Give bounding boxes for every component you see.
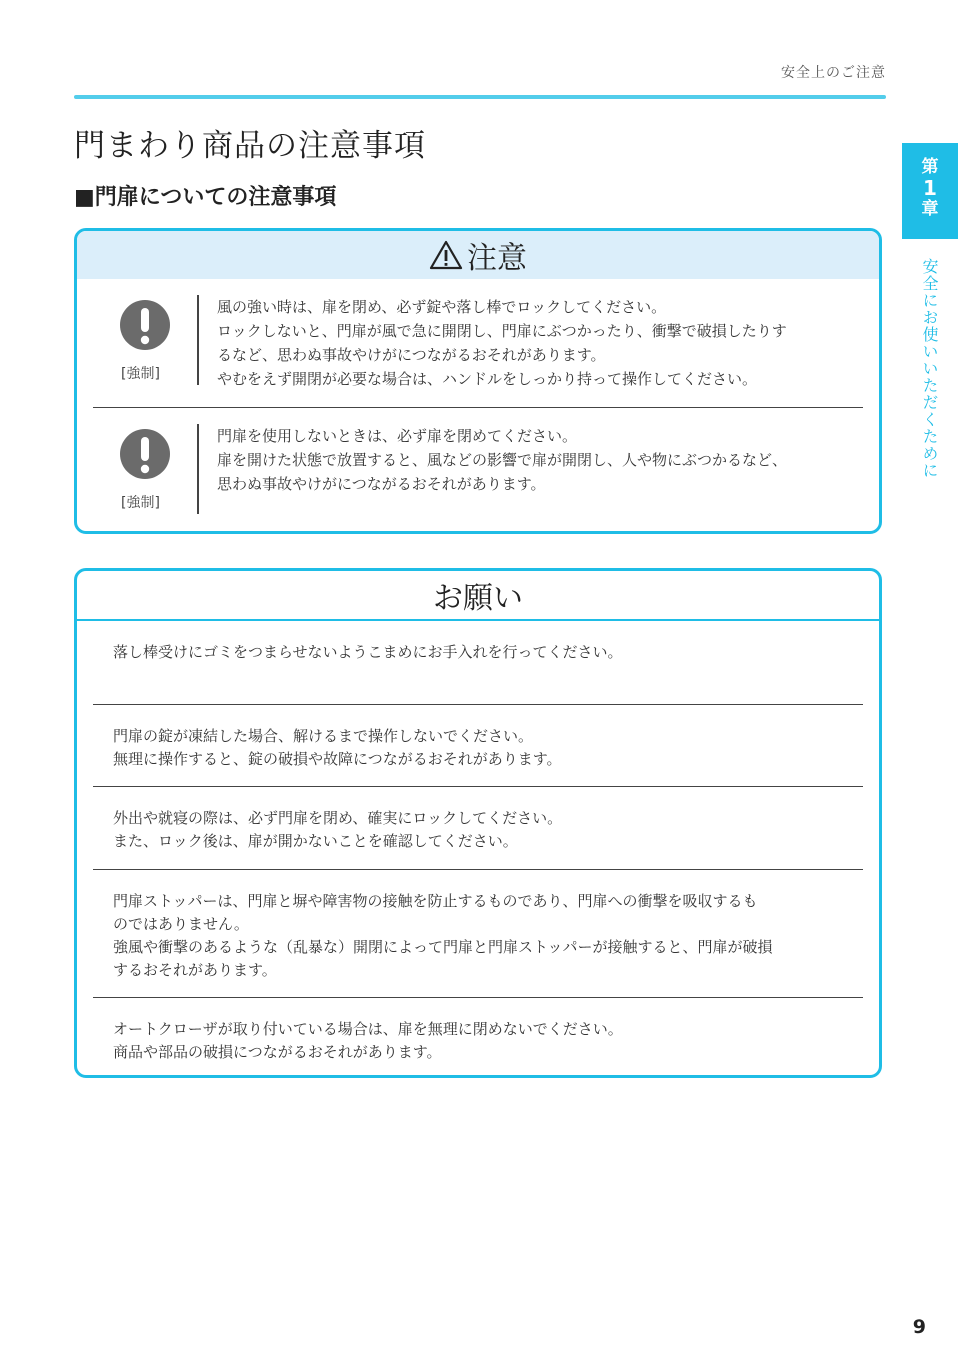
chapter-tab xyxy=(902,143,958,239)
chapter-tab-number: 1 xyxy=(923,176,937,200)
caution-line: 思わぬ事故やけがにつながるおそれがあります。 xyxy=(217,475,546,493)
caution-panel xyxy=(74,228,882,534)
request-line: 外出や就寝の際は、必ず門扉を閉め、確実にロックしてください。 xyxy=(113,809,563,827)
request-item xyxy=(93,621,863,704)
header-label: 安全上のご注意 xyxy=(781,65,886,81)
caution-item-divider xyxy=(197,295,199,385)
request-item xyxy=(93,869,863,997)
request-header xyxy=(77,571,879,621)
caution-item xyxy=(93,407,863,534)
request-line: のではありません。 xyxy=(113,915,249,933)
request-line: 門扉ストッパーは、門扉と塀や障害物の接触を防止するものであり、門扉への衝撃を吸収するも xyxy=(113,892,758,910)
caution-item-text xyxy=(217,424,857,496)
request-line: 無理に操作すると、錠の破損や故障につながるおそれがあります。 xyxy=(113,750,562,768)
request-line: 門扉の錠が凍結した場合、解けるまで操作しないでください。 xyxy=(113,727,534,745)
request-line: また、ロック後は、扉が開かないことを確認してください。 xyxy=(113,832,518,850)
caution-line: るなど、思わぬ事故やけがにつながるおそれがあります。 xyxy=(217,346,606,364)
request-item xyxy=(93,704,863,786)
exclamation-circle-icon xyxy=(119,299,171,351)
request-line: 商品や部品の破損につながるおそれがあります。 xyxy=(113,1043,442,1061)
caution-title: 注意 xyxy=(467,241,527,276)
chapter-tab-line1: 第 xyxy=(921,157,939,177)
request-title: お願い xyxy=(433,581,523,616)
header-rule xyxy=(74,95,886,99)
request-item xyxy=(93,997,863,1078)
caution-item-label: [強制] xyxy=(121,366,160,382)
caution-header xyxy=(77,231,879,279)
chapter-side-title: 安全にお使いいただくために xyxy=(920,258,939,479)
exclamation-circle-icon xyxy=(119,428,171,480)
page-title: 門まわり商品の注意事項 xyxy=(74,128,426,164)
caution-line: やむをえず開閉が必要な場合は、ハンドルをしっかり持って操作してください。 xyxy=(217,370,758,388)
request-panel xyxy=(74,568,882,1078)
request-item xyxy=(93,786,863,869)
page-number: 9 xyxy=(912,1316,926,1338)
request-line: オートクローザが取り付いている場合は、扉を無理に閉めないでください。 xyxy=(113,1020,623,1038)
caution-item-text xyxy=(217,295,857,391)
warning-triangle-icon xyxy=(429,240,463,270)
caution-item-label: [強制] xyxy=(121,495,160,511)
request-line: 落し棒受けにゴミをつまらせないようこまめにお手入れを行ってください。 xyxy=(113,643,623,661)
caution-item-divider xyxy=(197,424,199,514)
section-title: ■門扉についての注意事項 xyxy=(74,185,337,210)
caution-line: ロックしないと、門扉が風で急に開閉し、門扉にぶつかったり、衝撃で破損したりす xyxy=(217,322,787,340)
request-line: 強風や衝撃のあるような（乱暴な）開閉によって門扉と門扉ストッパーが接触すると、門扉が破損 xyxy=(113,938,773,956)
caution-item xyxy=(93,279,863,407)
chapter-tab-line3: 章 xyxy=(921,199,939,219)
request-line: するおそれがあります。 xyxy=(113,961,277,979)
caution-line: 扉を開けた状態で放置すると、風などの影響で扉が開閉し、人や物にぶつかるなど、 xyxy=(217,451,788,469)
caution-line: 門扉を使用しないときは、必ず扉を閉めてください。 xyxy=(217,427,578,445)
caution-line: 風の強い時は、扉を閉め、必ず錠や落し棒でロックしてください。 xyxy=(217,298,667,316)
